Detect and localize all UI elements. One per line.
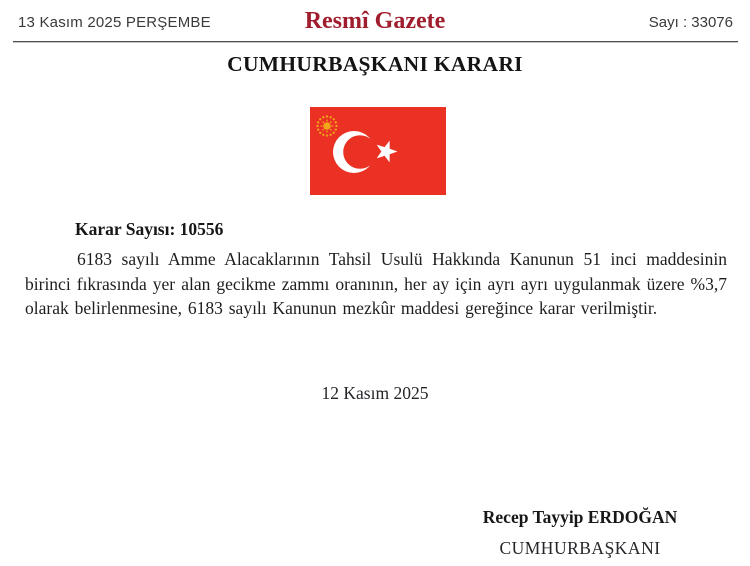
decision-body-text: 6183 sayılı Amme Alacaklarının Tahsil Usulü Hakkında Kanunun 51 inci maddesinin birinci fıkrasında yer alan gecikme zammı oranının, her ay için ayrı ayrı uygulanmak üzere %3,7 olarak belirlenmesine, 6183 sayılı Kanunun mezkûr maddesi gereğince karar verilmiştir.	[25, 249, 727, 318]
header-divider	[13, 41, 738, 43]
signatory-name: Recep Tayyip ERDOĞAN	[482, 507, 678, 527]
signature-block	[440, 502, 720, 564]
gazette-issue-number: Sayı : 33076	[648, 14, 733, 31]
turkish-flag-icon	[310, 107, 446, 195]
decision-number: Karar Sayısı: 10556	[75, 219, 224, 239]
decision-date: 12 Kasım 2025	[321, 383, 429, 403]
gazette-date: 13 Kasım 2025 PERŞEMBE	[18, 14, 211, 31]
document-title: CUMHURBAŞKANI KARARI	[227, 52, 523, 76]
signatory-title: CUMHURBAŞKANI	[499, 538, 661, 558]
gazette-masthead: Resmî Gazete	[304, 8, 446, 34]
